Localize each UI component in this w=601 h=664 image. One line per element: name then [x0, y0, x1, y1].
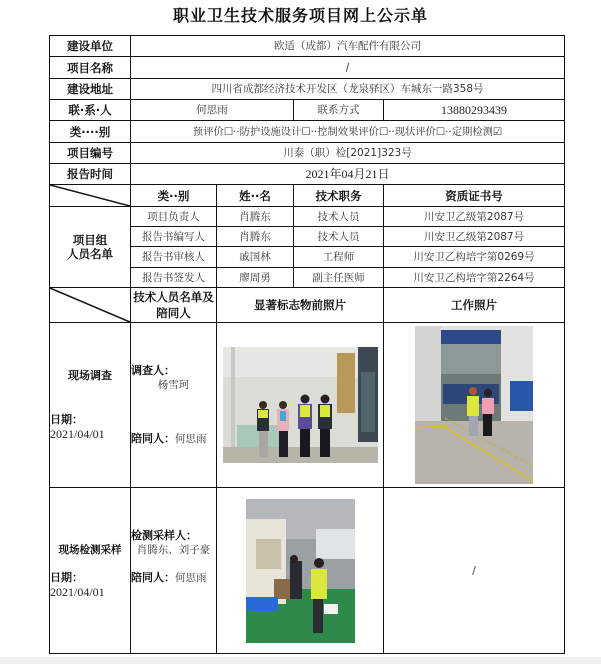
staff-role: 报告书签发人: [131, 268, 217, 288]
checkbox-icon[interactable]: ☐: [435, 125, 446, 138]
survey-work-photo-cell: [384, 323, 565, 488]
photo-header-work: 工作照片: [384, 288, 565, 323]
staff-name: 戚国林: [217, 247, 294, 268]
escort-name: 何思雨: [175, 433, 207, 445]
address-label: 建设地址: [50, 79, 131, 100]
staff-header-row: [50, 185, 565, 207]
staff-cert: 川安卫乙级第2087号: [384, 227, 565, 247]
row-client: [50, 36, 565, 57]
staff-title: 技术人员: [294, 207, 384, 227]
checked-checkbox-icon[interactable]: ☑: [492, 125, 503, 138]
diagonal-line-icon: [50, 185, 130, 206]
staff-role: 报告书编写人: [131, 227, 217, 247]
row-project-no: [50, 143, 565, 164]
staff-name: 肖腾东: [217, 207, 294, 227]
diagonal-header-cell: [50, 185, 131, 207]
page-bottom-strip: [0, 657, 601, 664]
investigator-label: 调查人：: [131, 364, 175, 377]
survey-row: [50, 323, 565, 488]
staff-header-cert: 资质证书号: [384, 185, 565, 207]
survey-date: 2021/04/01: [50, 427, 105, 441]
photo-header-landmark: 显著标志物前照片: [217, 288, 384, 323]
staff-role: 报告书审核人: [131, 247, 217, 268]
people-in-front-of-company-sign-photo: [223, 347, 378, 463]
staff-cert: 川安卫乙构培字第2264号: [384, 268, 565, 288]
staff-header-title: 技术职务: [294, 185, 384, 207]
checkbox-icon[interactable]: ☐: [301, 125, 311, 138]
category-options: 预评价☐··防护设施设计☐··控制效果评价☐··现状评价☐··定期检测☑: [131, 121, 565, 143]
sampling-personnel-cell: [131, 488, 217, 654]
survey-landmark-photo-cell: [217, 323, 384, 488]
page-title: 职业卫生技术服务项目网上公示单: [172, 6, 428, 25]
staff-row: [50, 207, 565, 227]
client-value: 欧适（成都）汽车配件有限公司: [131, 36, 565, 57]
row-project-name: [50, 57, 565, 79]
photo-header-row: [50, 288, 565, 323]
survey-stage-label: 现场调查: [68, 369, 112, 382]
report-date-label: 报告时间: [50, 164, 131, 185]
staff-role: 项目负责人: [131, 207, 217, 227]
client-label: 建设单位: [50, 36, 131, 57]
checkbox-icon[interactable]: ☐: [378, 125, 389, 138]
photo-header-personnel: 技术人员名单及陪同人: [131, 288, 217, 323]
staff-group-label: 项目组 人员名单: [50, 207, 131, 288]
address-value: 四川省成都经济技术开发区（龙泉驿区）车城东一路358号: [131, 79, 565, 100]
category-option-control-effect: 控制效果评价☐: [317, 125, 389, 138]
staff-title: 工程师: [294, 247, 384, 268]
sampling-work-photo-cell: [384, 488, 565, 654]
project-no-value: 川泰（职）检[2021]323号: [131, 143, 565, 164]
contact-value: 何思雨: [131, 100, 294, 121]
row-category: [50, 121, 565, 143]
survey-date-label: 日期：: [50, 413, 83, 426]
staff-header-name: 姓··名: [217, 185, 294, 207]
project-name-value: /: [131, 57, 565, 79]
diagonal-header-cell: [50, 288, 131, 323]
row-address: [50, 79, 565, 100]
staff-name: 肖腾东: [217, 227, 294, 247]
survey-stage-cell: [50, 323, 131, 488]
category-label: 类····别: [50, 121, 131, 143]
sampling-landmark-photo-cell: [217, 488, 384, 654]
staff-cert: 川安卫乙级第2087号: [384, 207, 565, 227]
sampling-stage-label: 现场检测采样: [58, 543, 122, 556]
checkbox-icon[interactable]: ☐: [223, 125, 234, 138]
sampling-row: [50, 488, 565, 654]
staff-title: 技术人员: [294, 227, 384, 247]
notice-table: [49, 35, 565, 654]
project-name-label: 项目名称: [50, 57, 131, 79]
staff-header-role: 类··别: [131, 185, 217, 207]
contact-method-value: 13880293439: [384, 100, 565, 121]
staff-cert: 川安卫乙构培字第0269号: [384, 247, 565, 268]
staff-title: 副主任医师: [294, 268, 384, 288]
survey-personnel-cell: [131, 323, 217, 488]
sampler-label: 检测采样人：: [131, 528, 197, 542]
staff-name: 廖周勇: [217, 268, 294, 288]
escort-label: 陪同人：: [131, 570, 175, 584]
row-contact: [50, 100, 565, 121]
project-no-label: 项目编号: [50, 143, 131, 164]
sampling-stage-cell: [50, 488, 131, 654]
category-option-protection-design: 防护设施设计☐: [239, 125, 311, 138]
sampling-date-label: 日期：: [50, 570, 83, 584]
diagonal-line-icon: [50, 288, 130, 322]
contact-method-label: 联系方式: [294, 100, 384, 121]
sampler-names: 肖腾东、刘子豪: [136, 543, 211, 556]
technician-sampling-at-press-machine-photo: [246, 499, 355, 643]
category-option-status-assessment: 现状评价☐: [394, 125, 446, 138]
investigator-name: 杨雪珂: [157, 379, 190, 391]
escort-name: 何思雨: [175, 571, 207, 584]
report-date-value: 2021年04月21日: [131, 164, 565, 185]
row-report-date: [50, 164, 565, 185]
category-option-periodic-detection: 定期检测☑: [451, 125, 503, 138]
sampling-date: 2021/04/01: [50, 584, 105, 599]
sampling-work-photo-value: /: [472, 564, 476, 577]
category-option-pre-assessment: 预评价☐: [192, 125, 234, 138]
escort-label: 陪同人：: [131, 432, 175, 445]
workers-walking-into-factory-photo: [415, 326, 533, 484]
contact-label: 联·系·人: [50, 100, 131, 121]
